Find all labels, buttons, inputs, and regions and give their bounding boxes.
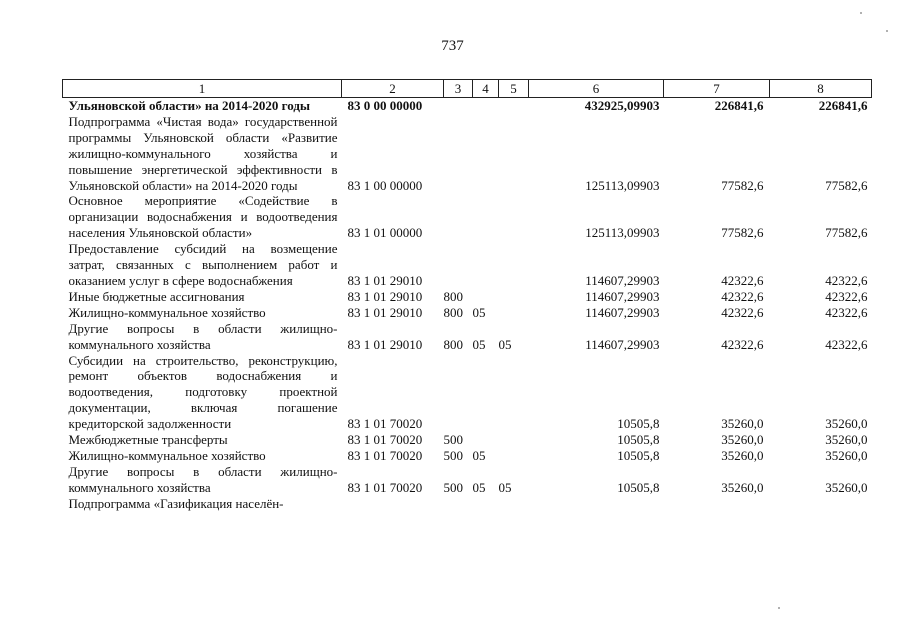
amount-col-6: 114607,29903 [585, 272, 660, 288]
expense-type: 800 [443, 336, 463, 352]
table-row [63, 321, 872, 353]
amount-col-6 [529, 496, 664, 512]
amount-col-7: 35260,0 [721, 447, 764, 463]
amount-col-8: 35260,0 [825, 479, 868, 495]
row-name: Иные бюджетные ассигнования [68, 288, 245, 304]
section: 05 [472, 304, 486, 320]
section: 05 [472, 336, 486, 352]
amount-col-6: 10505,8 [617, 416, 660, 432]
section [473, 432, 499, 448]
table-row [63, 241, 872, 289]
section [473, 241, 499, 289]
subsection [499, 496, 529, 512]
expense-type [444, 241, 473, 289]
target-code: 83 1 01 29010 [347, 336, 423, 352]
row-name: Жилищно-коммунальное хозяйство [68, 447, 266, 463]
row-name: Жилищно-коммунальное хозяйство [68, 304, 266, 320]
target-code: 83 1 01 29010 [347, 304, 423, 320]
amount-col-8 [770, 496, 872, 512]
expense-type: 500 [443, 447, 463, 463]
section [473, 98, 499, 114]
section [473, 289, 499, 305]
row-name: Другие вопросы в области жилищно-коммунального хозяйства [68, 463, 338, 495]
section: 05 [472, 479, 486, 495]
row-name: Предоставление субсидий на возмещение затрат, связанных с выполнением работ и оказанием услуг в сфере водоснабжения [68, 241, 338, 288]
column-number: 6 [529, 80, 664, 98]
target-code: 83 1 01 29010 [347, 288, 423, 304]
amount-col-8: 35260,0 [825, 432, 868, 448]
table-header [63, 80, 872, 98]
section [473, 353, 499, 433]
table-row [63, 496, 872, 512]
amount-col-8: 42322,6 [825, 336, 868, 352]
target-code: 83 1 01 29010 [347, 272, 423, 288]
expense-type [444, 114, 473, 194]
amount-col-6: 10505,8 [617, 479, 660, 495]
amount-col-6: 114607,29903 [585, 288, 660, 304]
subsection [499, 114, 529, 194]
row-name: Подпрограмма «Чистая вода» государственной программы Ульяновской области «Развитие жилищно-коммунального хозяйства и повышение энергетической эффективности в Ульяновской области» на 2014-2020 годы [68, 113, 338, 193]
column-number: 4 [473, 80, 499, 98]
amount-col-8: 226841,6 [818, 98, 868, 113]
expense-type: 500 [443, 479, 463, 495]
amount-col-7: 35260,0 [721, 479, 764, 495]
row-name: Другие вопросы в области жилищно-коммунального хозяйства [68, 320, 338, 352]
target-code: 83 1 01 00000 [347, 225, 423, 241]
amount-col-7: 226841,6 [714, 98, 764, 113]
amount-col-7: 77582,6 [721, 177, 764, 193]
amount-col-8: 42322,6 [825, 272, 868, 288]
expense-type [444, 353, 473, 433]
amount-col-7: 35260,0 [721, 416, 764, 432]
amount-col-7: 42322,6 [721, 272, 764, 288]
amount-col-7 [664, 496, 770, 512]
amount-col-7: 77582,6 [721, 225, 764, 241]
table-row [63, 353, 872, 433]
amount-col-6: 114607,29903 [585, 304, 660, 320]
row-name: Субсидии на строительство, реконструкцию, ремонт объектов водоснабжения и водоотведения, подготовку проектной документации, включая погашение кредиторской задолженности [68, 352, 338, 432]
amount-col-6: 114607,29903 [585, 336, 660, 352]
page-number: 737 [441, 38, 464, 54]
budget-table [62, 79, 872, 512]
column-number: 8 [770, 80, 872, 98]
row-name: Подпрограмма «Газификация населён- [68, 495, 284, 511]
subsection: 05 [498, 479, 512, 495]
column-number: 3 [444, 80, 473, 98]
table-row [63, 98, 872, 114]
target-code: 83 1 01 70020 [347, 479, 423, 495]
amount-col-7: 42322,6 [721, 288, 764, 304]
target-code [342, 496, 444, 512]
column-number-row [63, 80, 872, 98]
target-code: 83 1 01 70020 [347, 432, 423, 448]
scan-speck [860, 12, 862, 14]
subsection: 05 [498, 336, 512, 352]
table-row [63, 464, 872, 496]
row-name: Межбюджетные трансферты [68, 432, 228, 448]
amount-col-6: 10505,8 [617, 432, 660, 448]
column-number: 1 [63, 80, 342, 98]
expense-type [444, 193, 473, 241]
amount-col-8: 35260,0 [825, 447, 868, 463]
table-row [63, 193, 872, 241]
amount-col-8: 42322,6 [825, 304, 868, 320]
subsection [499, 98, 529, 114]
target-code: 83 1 01 70020 [347, 416, 423, 432]
column-number: 2 [342, 80, 444, 98]
section: 05 [472, 447, 486, 463]
section [473, 496, 499, 512]
section [473, 114, 499, 194]
amount-col-7: 42322,6 [721, 304, 764, 320]
subsection [499, 305, 529, 321]
amount-col-8: 77582,6 [825, 177, 868, 193]
table-row [63, 114, 872, 194]
row-name: Основное мероприятие «Содействие в организации водоснабжения и водоотведения населения Ульяновской области» [68, 193, 338, 241]
subsection [499, 432, 529, 448]
amount-col-8: 35260,0 [825, 416, 868, 432]
table-row [63, 432, 872, 448]
subsection [499, 241, 529, 289]
amount-col-7: 35260,0 [721, 432, 764, 448]
row-name: Ульяновской области» на 2014-2020 годы [68, 98, 311, 113]
amount-col-6: 10505,8 [617, 447, 660, 463]
subsection [499, 193, 529, 241]
scan-speck [778, 607, 780, 609]
expense-type: 500 [443, 432, 463, 448]
section [473, 193, 499, 241]
amount-col-6: 125113,09903 [585, 225, 660, 241]
amount-col-7: 42322,6 [721, 336, 764, 352]
target-code: 83 1 00 00000 [347, 177, 423, 193]
subsection [499, 289, 529, 305]
scan-speck [886, 30, 888, 32]
table-row [63, 305, 872, 321]
amount-col-8: 42322,6 [825, 288, 868, 304]
amount-col-8: 77582,6 [825, 225, 868, 241]
target-code: 83 1 01 70020 [347, 447, 423, 463]
expense-type: 800 [443, 288, 463, 304]
amount-col-6: 432925,09903 [584, 98, 660, 113]
table-row [63, 289, 872, 305]
target-code: 83 0 00 00000 [347, 98, 423, 113]
expense-type: 800 [443, 304, 463, 320]
amount-col-6: 125113,09903 [585, 177, 660, 193]
subsection [499, 448, 529, 464]
column-number: 7 [664, 80, 770, 98]
column-number: 5 [499, 80, 529, 98]
expense-type [444, 496, 473, 512]
subsection [499, 353, 529, 433]
table-row [63, 448, 872, 464]
table-body [63, 98, 872, 512]
expense-type [444, 98, 473, 114]
